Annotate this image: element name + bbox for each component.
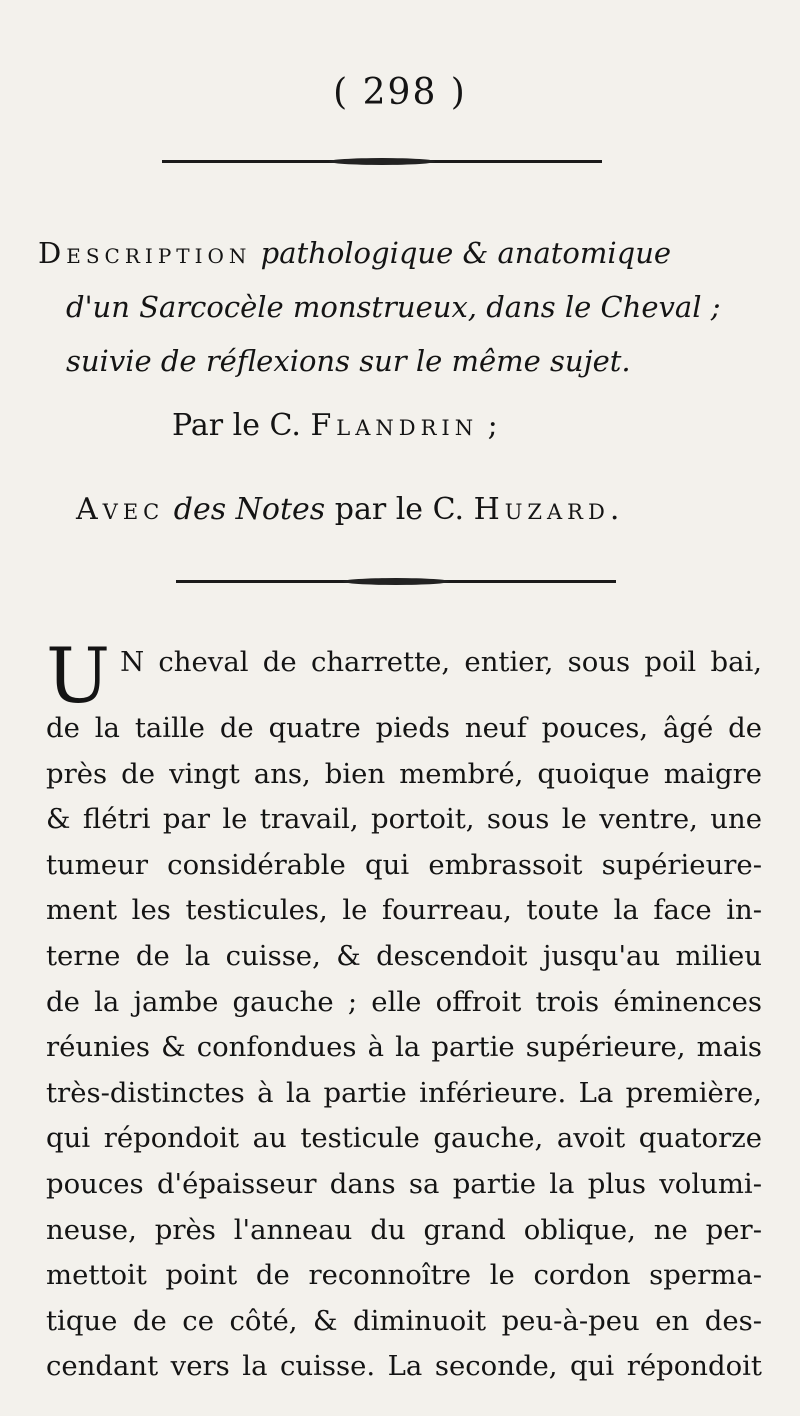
body-line: tique de ce côté, & diminuoit peu-à-peu en des- <box>46 1304 762 1337</box>
article-title <box>38 226 768 388</box>
body-line: tumeur considérable qui embrassoit supérieure- <box>46 848 762 881</box>
author-prefix: Par le C. <box>172 408 301 443</box>
body-line: ment les testicules, le fourreau, toute la face in- <box>46 894 762 927</box>
notes-name: Huzard. <box>473 492 625 527</box>
body-line: terne de la cuisse, & descendoit jusqu'au milieu <box>46 939 762 972</box>
body-line: près de vingt ans, bien membré, quoique maigre <box>46 757 762 790</box>
notes-credit-line <box>76 492 624 527</box>
author-line <box>172 408 498 443</box>
body-line: & flétri par le travail, portoit, sous le ventre, une <box>46 803 762 836</box>
body-line: N cheval de charrette, entier, sous poil bai, <box>120 646 762 678</box>
body-line: de la taille de quatre pieds neuf pouces, âgé de <box>46 712 762 744</box>
page-number: ( 298 ) <box>333 72 467 113</box>
title-line-3: suivie de réflexions sur le même sujet. <box>66 344 631 378</box>
author-name: Flandrin <box>310 408 479 443</box>
body-line: pouces d'épaisseur dans sa partie la plus volumi- <box>46 1167 762 1200</box>
body-line: très-distinctes à la partie inférieure. La première, <box>46 1076 762 1109</box>
body-paragraph <box>46 631 762 1390</box>
body-line: réunies & confondues à la partie supérieure, mais <box>46 1031 762 1064</box>
body-line: cendant vers la cuisse. La seconde, qui répondoit <box>46 1350 762 1383</box>
author-suffix: ; <box>487 408 498 443</box>
notes-first-word: Avec <box>76 492 165 527</box>
top-divider-rule <box>162 160 602 163</box>
body-line: de la jambe gauche ; elle offroit trois éminences <box>46 985 762 1018</box>
title-line-1 <box>38 226 768 280</box>
notes-rest: par le C. <box>334 492 465 527</box>
body-line: mettoit point de reconnoître le cordon sperma- <box>46 1259 762 1292</box>
title-line-1-rest: pathologique & anatomique <box>260 236 672 270</box>
body-line: qui répondoit au testicule gauche, avoit quatorze <box>46 1122 762 1155</box>
title-heading-word: Description <box>38 236 252 270</box>
drop-cap: U <box>46 631 111 720</box>
title-line-2: d'un Sarcocèle monstrueux, dans le Cheval ; <box>66 290 721 324</box>
body-line: neuse, près l'anneau du grand oblique, ne per- <box>46 1213 762 1246</box>
middle-divider-rule <box>176 580 616 583</box>
notes-middle: des Notes <box>173 492 326 527</box>
